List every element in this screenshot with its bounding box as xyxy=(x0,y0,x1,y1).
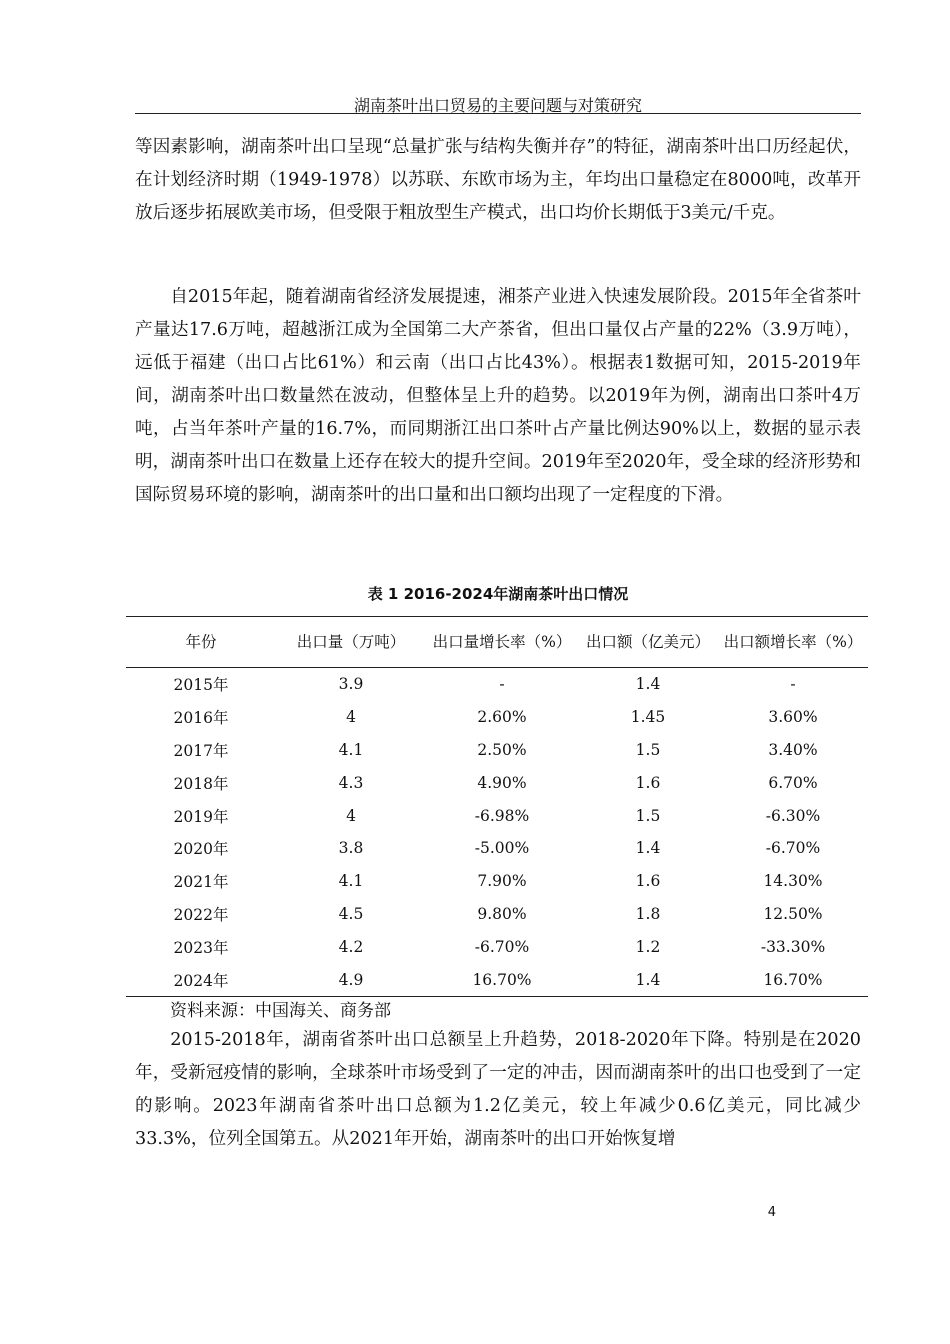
table-cell: 2018年 xyxy=(173,774,229,793)
table-header-row xyxy=(126,617,868,668)
table-cell: 7.90% xyxy=(477,872,527,891)
table-cell: -6.30% xyxy=(765,806,821,825)
table-row xyxy=(126,734,868,767)
table-cell: 1.6 xyxy=(635,872,661,891)
table-cell: 6.70% xyxy=(768,773,818,792)
table-cell: 2019年 xyxy=(173,807,229,826)
table-cell: 2022年 xyxy=(173,905,229,924)
table-cell: -6.98% xyxy=(474,806,530,825)
table-cell: 14.30% xyxy=(763,872,823,891)
table-cell: 1.5 xyxy=(635,806,661,825)
table-cell: 1.6 xyxy=(635,773,661,792)
page-number: 4 xyxy=(767,1205,776,1220)
table-cell: 2021年 xyxy=(173,873,229,892)
table-cell: 2015年 xyxy=(173,676,229,695)
table-cell: 2.60% xyxy=(477,708,527,727)
table-cell: -6.70% xyxy=(765,839,821,858)
header-volume-growth: 出口量增长率（%） xyxy=(426,617,578,668)
table-cell: 3.8 xyxy=(338,839,364,858)
table-cell: 2016年 xyxy=(173,709,229,728)
table-cell: 2020年 xyxy=(173,840,229,859)
header-rule xyxy=(135,113,861,114)
table-row xyxy=(126,799,868,832)
table-cell: 1.5 xyxy=(635,740,661,759)
header-value-growth: 出口额增长率（%） xyxy=(718,617,868,668)
table-row xyxy=(126,865,868,898)
table-source: 资料来源：中国海关、商务部 xyxy=(170,1001,391,1021)
table-cell: 4.2 xyxy=(338,937,364,956)
table-caption: 表 1 2016-2024年湖南茶叶出口情况 xyxy=(367,585,629,603)
paragraph-3: 2015-2018年，湖南省茶叶出口总额呈上升趋势，2018-2020年下降。特别是在2020年，受新冠疫情的影响，全球茶叶市场受到了一定的冲击，因而湖南茶叶的出口也受到了一定的影响。2023年湖南省茶叶出口总额为1.2亿美元，较上年减少0.6亿美元，同比减少33.3%，位列全国第五。从2021年开始，湖南茶叶的出口开始恢复增 xyxy=(135,1030,861,1149)
paragraph-1: 等因素影响，湖南茶叶出口呈现“总量扩张与结构失衡并存”的特征，湖南茶叶出口历经起伏，在计划经济时期（1949-1978）以苏联、东欧市场为主，年均出口量稳定在8000吨，改革开放后逐步拓展欧美市场，但受限于粗放型生产模式，出口均价长期低于3美元/千克。 xyxy=(135,137,861,223)
header-year: 年份 xyxy=(126,617,276,668)
table-row xyxy=(126,668,868,701)
table-row xyxy=(126,701,868,734)
table-cell: 3.60% xyxy=(768,708,818,727)
table-row xyxy=(126,963,868,996)
table-cell: 16.70% xyxy=(426,963,578,996)
table-row xyxy=(126,832,868,865)
table-cell: 4.5 xyxy=(338,904,364,923)
table-row xyxy=(126,766,868,799)
table-row xyxy=(126,898,868,931)
export-table xyxy=(126,616,868,997)
header-volume: 出口量（万吨） xyxy=(276,617,426,668)
table-cell: 4.90% xyxy=(477,773,527,792)
paragraph-2: 自2015年起，随着湖南省经济发展提速，湘茶产业进入快速发展阶段。2015年全省茶叶产量达17.6万吨，超越浙江成为全国第二大产茶省，但出口量仅占产量的22%（3.9万吨），远低于福建（出口占比61%）和云南（出口占比43%）。根据表1数据可知，2015-2019年间，湖南茶叶出口数量然在波动，但整体呈上升的趋势。以2019年为例，湖南出口茶叶4万吨，占当年茶叶产量的16.7%，而同期浙江出口茶叶占产量比例达90%以上，数据的显示表明，湖南茶叶出口在数量上还存在较大的提升空间。2019年至2020年，受全球的经济形势和国际贸易环境的影响，湖南茶叶的出口量和出口额均出现了一定程度的下滑。 xyxy=(135,287,861,505)
table-cell: 9.80% xyxy=(477,904,527,923)
table-cell: - xyxy=(790,675,796,694)
table-cell: 1.4 xyxy=(635,839,661,858)
table-cell: -6.70% xyxy=(474,937,530,956)
table-cell: 1.45 xyxy=(630,708,666,727)
table-cell: 2024年 xyxy=(126,963,276,996)
table-cell: 4.1 xyxy=(338,872,364,891)
table-cell: 2023年 xyxy=(173,938,229,957)
table-cell: 3.9 xyxy=(338,675,364,694)
table-cell: -5.00% xyxy=(474,839,530,858)
table-cell: 2017年 xyxy=(173,741,229,760)
running-header: 湖南茶叶出口贸易的主要问题与对策研究 xyxy=(353,96,642,115)
table-cell: 4 xyxy=(346,806,356,825)
table-cell: 1.4 xyxy=(635,675,661,694)
table-row xyxy=(126,930,868,963)
table-cell: -33.30% xyxy=(760,937,826,956)
table-cell: 1.8 xyxy=(635,904,661,923)
table-cell: 2.50% xyxy=(477,740,527,759)
table-cell: 12.50% xyxy=(763,904,823,923)
table-cell: 3.40% xyxy=(768,740,818,759)
table-cell: 4.9 xyxy=(276,963,426,996)
table-cell: 4 xyxy=(346,708,356,727)
table-cell: - xyxy=(499,675,505,694)
table-cell: 1.4 xyxy=(578,963,718,996)
header-value: 出口额（亿美元） xyxy=(578,617,718,668)
table-cell: 4.1 xyxy=(338,740,364,759)
table-cell: 4.3 xyxy=(338,773,364,792)
table-cell: 16.70% xyxy=(718,963,868,996)
table-cell: 1.2 xyxy=(635,937,661,956)
